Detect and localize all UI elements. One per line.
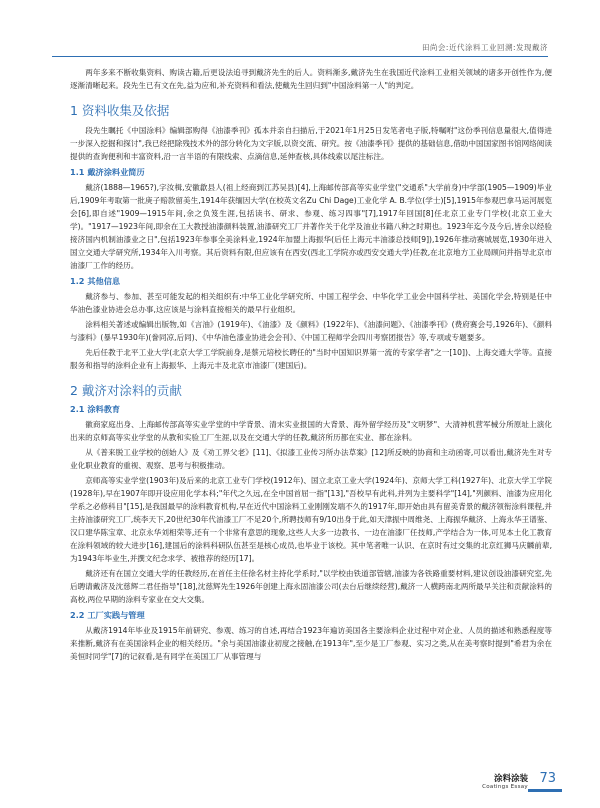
journal-logo bbox=[482, 772, 528, 790]
journal-name-cn: 涂料涂装 bbox=[493, 774, 528, 784]
section-2-heading: 2 戴济对涂料的贡献 bbox=[70, 383, 182, 398]
subsection-1-2-paragraph-2: 涂料相关著述或编辑出版物,如《言油》(1919年)、《油漆》及《颜料》(1922年)、《油漆问题》、《油漆季刊》(费府赛会号,1926年)、《颜料与漆料》(暴早1930年)(誊同凉,后同)、《中华油色漆业协进会会刊》、《中国工程师学会四川考察团报告》等,专项或专题要多。 bbox=[70, 320, 552, 342]
header-divider bbox=[52, 56, 548, 57]
journal-name-en: Coatings Essay bbox=[482, 784, 528, 790]
subsection-2-1-paragraph-4: 戴济还有在国立交通大学的任教经历,在首任主任徐名材主持化学系时,"以学校由铁道部管辖,油漆为各铁路重要材料,建议创设油漆研究室,先后聘请戴济及沈慈辉二君任指导"[18],沈慈辉先生1926年创建上海永固油漆公司(去台后继续经营),戴济一人横跨南北两所最早关注和贡献涂料的高校,两位早期的涂料专家业在交大交集。 bbox=[70, 569, 552, 604]
subsection-1-1-paragraph: 戴济(1888—1965?),字汝楫,安徽歙县人(祖上经商到江苏吴县)[4],上海邮传部高等实业学堂("交通系"大学前身)中学部(1905—1909)毕业后,1909年考取第一批庚子赔款留美生,1914年获缅因大学(在校英文名Zu Chi Dage)工业化学 A. B.学位(学士)[5],1915年参观巴拿马运河展览会[6],即自述"1909—1915年间,余之负笈生涯,包括读书、研求、参观、练习四事"[7],1917年回国[8]任北京工业专门学校(北京工业大学)。"1917—1923年间,即余在工大教授油漆颜料装置,油漆研究工厂并著作关于化学及油业书籍八种之时期也。1923年迄今及今后,皆余以经验接济国内机制油漆业之日",包括1923年参事全美涂料业,1924年加盟上海振华(后任上海元丰油漆总技师[9]),1926年推动赛城展览,1930年进入国立交通大学研究所,1934年入川考察。其后资料有限,但应该有在西安(西北工学院亦或西安交通大学)任教,在北京地方工业局顾问并指导北京市油漆厂工作的经历。 bbox=[70, 183, 552, 270]
subsection-2-1-paragraph-2: 从《普来脱工业学校的创始人》及《劝工界父老》[11]、《拟漆工业传习所办法草案》[12]所反映的协商和主动函寄,可以看出,戴济先生对专业化职业教育的重视、观察、思考与积极推动。 bbox=[70, 448, 552, 470]
subsection-1-1-heading: 1.1 戴济涂料业简历 bbox=[70, 167, 145, 177]
section-1-heading: 1 资料收集及依据 bbox=[70, 103, 170, 118]
subsection-2-2-heading: 2.2 工厂实践与管理 bbox=[70, 610, 145, 620]
subsection-2-1-heading: 2.1 涂料教育 bbox=[70, 404, 121, 414]
subsection-2-1-paragraph-1: 徽商家庭出身、上海邮传部高等实业学堂的中学背景、清末实业报国的大背景、海外留学经历及"文明梦"、大清神机营军械分所原址上演化出来的京师高等实业学堂的从教和实验工厂生涯,以及在交通大学的任教,戴济所历都在实业、都在涂料。 bbox=[70, 420, 552, 442]
running-header: 田尚会:近代涂料工业回溯:发现戴济 bbox=[421, 43, 548, 52]
subsection-1-2-paragraph-3: 先后任教于北平工业大学(北京大学工学院前身,是蔡元培校长聘任的"当时中国知识界第一流的专家学者"之一[10])、上海交通大学等。直接服务和指导的涂料企业有上海振华、上海元丰及北京市油漆厂(建国后)。 bbox=[70, 348, 552, 370]
subsection-2-2-paragraph: 从戴济1914年毕业及1915年前研究、参观、练习的自述,再结合1923年遍访美国各主要涂料企业过程中对企业、人员的描述和熟悉程度等来推断,戴济有在美国涂料企业的相关经历。"余与美国油漆业初度之接触,在1913年",至少是工厂参观、实习之类,从在美考察时提到"希君为余在美恒时同学"[7]的记叙看,是有同学在美国工厂从事管理与 bbox=[70, 626, 552, 661]
page-number: 73 bbox=[539, 771, 556, 786]
subsection-1-2-paragraph-1: 戴济参与、参加、甚至可能发起的相关组织有:中华工业化学研究所、中国工程学会、中华化学工业会中国科学社、美国化学会,特别是任中华油色漆业协进会总办事,这应该是与涂料直接相关的最早行业组织。 bbox=[70, 292, 552, 314]
subsection-2-1-paragraph-3: 京师高等实业学堂(1903年)及后来的北京工业专门学校(1912年)、国立北京工业大学(1924年)、京师大学工科(1927年)、北京大学工学院(1928年),早在1907年即开设应用化学本科;"年代之久远,在全中国首屈一指"[13],"吾校早有此科,并列为主要科学"[14],"列颜料、油漆为应用化学系之必修科目"[15],是我国最早的涂料教育机构,早在近代中国涂料工业刚刚发端不久的1917年,即开始由具有留美背景的戴济领衔涂料课程,并主持油漆研究工厂,统李天下,20世纪30年代油漆工厂不足20个,所聘技师有9/10出身于此,如天津振中周维尧、上海振华戴济、上海永华王谱鉴、汉口建华陈宝章、北京永华刘相荣等,还有一个非常有意思的现象,这些人大多一边教书、一边在油漆厂任技师,产学结合为一体,可见本土化工教育在涂料领域的较大进步[16],建国后的涂料科研队伍甚至是核心成员,也毕业于该校。其中笔者唯一认识、在京时有过交集的北京红狮马庆麟前辈,为1943年毕业生,并撰文纪念求学、被推荐的经历[17]。 bbox=[70, 476, 552, 563]
section-1-paragraph: 段先生瞩托《中国涂料》编辑部购得《油漆季刊》孤本并亲自扫描后,于2021年1月25日发笔者电子版,特嘱咐"这份季刊信息量很大,值得进一步深入挖掘和探讨",我已经把除残技术外的部分转化为文字版,以资交流、研究。按《油漆季刊》提供的基础信息,借助中国国家图书馆网络阅读提供的查询便利和丰富资料,沿一言半语的有限线索、点滴信息,延伸查核,具体线索以尾注标注。 bbox=[70, 126, 552, 161]
article-body bbox=[70, 66, 552, 665]
intro-paragraph: 两年多来不断收集资料、购读古籍,后更设法追寻到戴济先生的后人。资料渐多,戴济先生在我国近代涂料工业相关领域的诸多开创性作为,便逐渐清晰起来。段先生已有文在先,益为应和,补充资料和看法,使戴先生回归到"中国涂料第一人"的判定。 bbox=[70, 68, 552, 90]
subsection-1-2-heading: 1.2 其他信息 bbox=[70, 276, 121, 286]
footer-accent-bar bbox=[528, 789, 562, 792]
